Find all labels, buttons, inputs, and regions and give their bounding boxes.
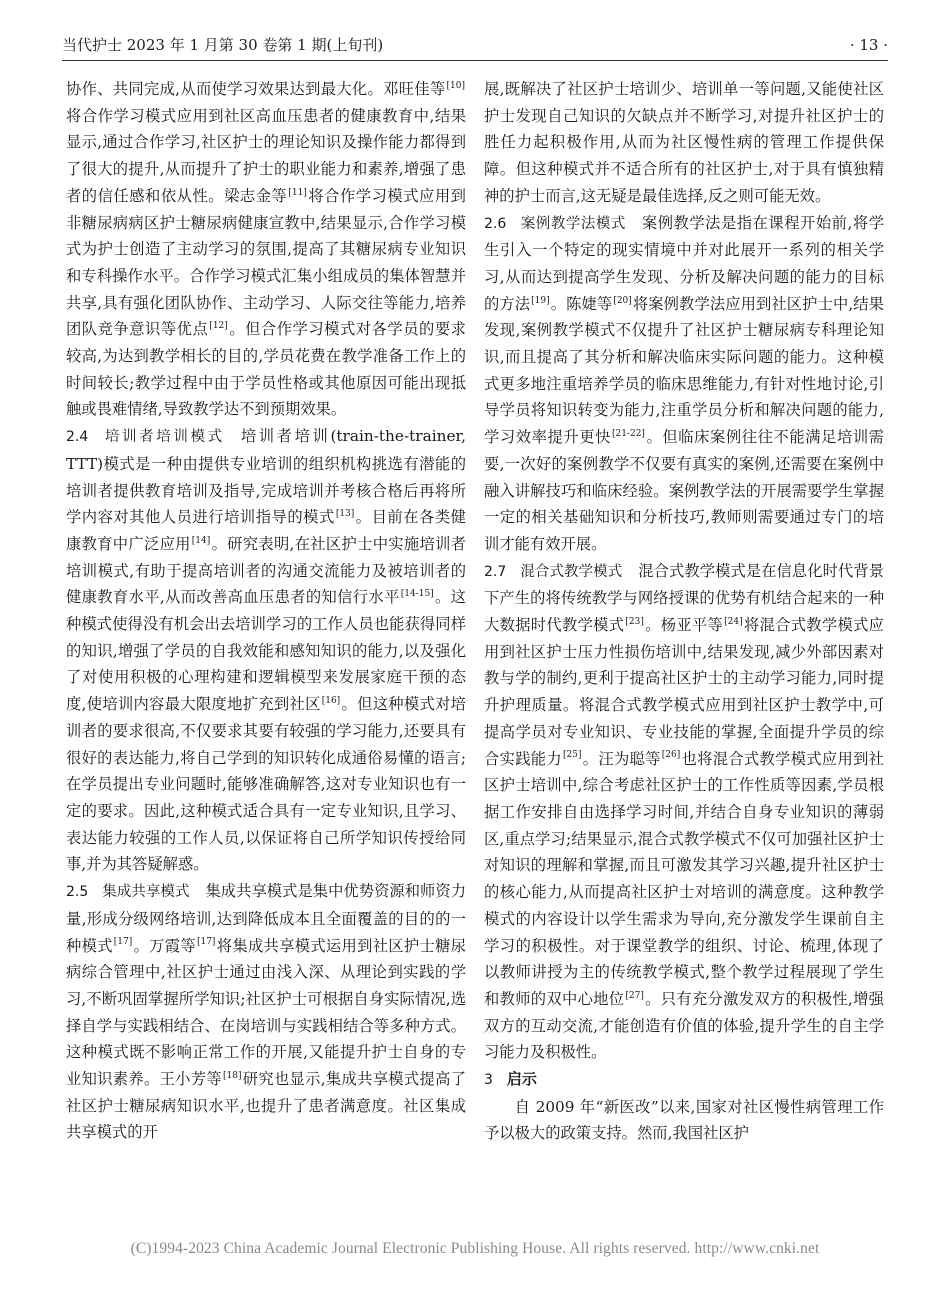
left-column [66, 76, 466, 1146]
citation[interactable]: [24] [724, 616, 743, 627]
section-title: 集成共享模式 [102, 884, 190, 901]
citation[interactable]: [25] [562, 750, 582, 761]
citation[interactable]: [17] [196, 937, 216, 948]
section-title: 混合式教学模式 [520, 563, 623, 580]
section-number: 2.6 [484, 215, 507, 232]
section-2-5: 2.5 集成共享模式 集成共享模式是集中优势资源和师资力量,形成分级网络培训,达到降低成本且全面覆盖的目的的一种模式[17]。万霞等[17]将集成共享模式运用到社区护士糖尿病综合管理中,社区护士通过由浅入深、从理论到实践的学习,不断巩固掌握所学知识;社区护士可根据自身实际情况,选择自学与实践相结合、在岗培训与实践相结合等多种方式。这种模式既不影响正常工作的开展,又能提升护士自身的专业知识素养。王小芳等[18]研究也显示,集成共享模式提高了社区护士糖尿病知识水平,也提升了患者满意度。社区集成共享模式的开 [66, 882, 466, 1142]
section-2-6: 2.6 案例教学法模式 案例教学法是指在课程开始前,将学生引入一个特定的现实情境中并对此展开一系列的相关学习,从而达到提高学生发现、分析及解决问题的能力的目标的方法[19]。陈婕等[20]将案例教学法应用到社区护士中,结果发现,案例教学模式不仅提升了社区护士糖尿病专科理论知识,而且提高了其分析和解决临床实际问题的能力。这种模式更多地注重培养学员的临床思维能力,有针对性地讨论,引导学员将知识转变为能力,注重学员分析和解决问题的能力,学习效率提升更快[21-22]。但临床案例往往不能满足培训需要,一次好的案例教学不仅要有真实的案例,还需要在案例中融入讲解技巧和临床经验。案例教学法的开展需要学生掌握一定的相关基础知识和分析技巧,教师则需要通过专门的培训才能有效开展。 [484, 213, 884, 553]
citation[interactable]: [26] [661, 750, 681, 761]
right-column [484, 76, 884, 1147]
page-number: · 13 · [849, 36, 888, 54]
journal-info: 当代护士 2023 年 1 月第 30 卷第 1 期(上旬刊) [62, 36, 384, 54]
section-title: 培训者培训模式 [102, 429, 225, 446]
citation[interactable]: [14-15] [400, 589, 434, 600]
citation[interactable]: [21-22] [611, 429, 645, 440]
paragraph-cooperative-learning: 协作、共同完成,从而使学习效果达到最大化。邓旺佳等[10]将合作学习模式应用到社区高血压患者的健康教育中,结果显示,通过合作学习,社区护士的理论知识及操作能力都得到了很大的提升,从而提升了护士的职业能力和素养,增强了患者的信任感和依从性。梁志金等[11]将合作学习模式应用到非糖尿病病区护士糖尿病健康宣教中,结果显示,合作学习模式为护士创造了主动学习的氛围,提高了其糖尿病专业知识和专科操作水平。合作学习模式汇集小组成员的集体智慧并共享,具有强化团队协作、主动学习、人际交往等能力,培养团队竞争意识等优点[12]。但合作学习模式对各学员的要求较高,为达到教学相长的目的,学员花费在教学准备工作上的时间较长;教学过程中由于学员性格或其他原因可能出现抵触或畏难情绪,导致教学达不到预期效果。 [66, 80, 466, 419]
section-number: 2.5 [66, 884, 89, 901]
paragraph-continued: 展,既解决了社区护士培训少、培训单一等问题,又能使社区护士发现自己知识的欠缺点并不断学习,对提升社区护士的胜任力起积极作用,从而为社区慢性病的管理工作提供保障。但这种模式并不适合所有的社区护士,对于具有慎独精神的护士而言,这无疑是最佳选择,反之则可能无效。 [484, 80, 884, 205]
section-title: 案例教学法模式 [520, 215, 626, 232]
section-number: 2.7 [484, 563, 507, 580]
citation[interactable]: [16] [321, 696, 341, 707]
citation[interactable]: [19] [531, 295, 550, 306]
section-2-4: 2.4 培训者培训模式 培训者培训(train-the-trainer, TTT)模式是一种由提供专业培训的组织机构挑选有潜能的培训者提供教育培训及指导,完成培训并考核合格后再将所学内容对其他人员进行培训指导的模式[13]。目前在各类健康教育中广泛应用[14]。研究表明,在社区护士中实施培训者培训模式,有助于提高培训者的沟通交流能力及被培训者的健康教育水平,从而改善高血压患者的知信行水平[14-15]。这种模式使得没有机会出去培训学习的工作人员也能获得同样的知识,增强了学员的自我效能和感知知识的能力,以及强化了对使用积极的心理构建和逻辑模型来发展家庭干预的态度,使培训内容最大限度地扩充到社区[16]。但这种模式对培训者的要求很高,不仅要求其要有较强的学习能力,还要具有很好的表达能力,将自己学到的知识转化成通俗易懂的语言;在学员提出专业问题时,能够准确解答,这对专业知识也有一定的要求。因此,这种模式适合具有一定专业知识,且学习、表达能力较强的工作人员,以保证将自己所学知识传授给同事,并为其答疑解惑。 [66, 427, 466, 874]
citation[interactable]: [20] [613, 295, 632, 306]
citation[interactable]: [14] [191, 535, 211, 546]
running-header [62, 30, 888, 61]
section-3-heading [484, 1066, 884, 1094]
section-title: 启示 [506, 1070, 537, 1089]
citation[interactable]: [11] [288, 187, 307, 198]
citation[interactable]: [10] [446, 80, 465, 91]
section-number: 3 [484, 1072, 493, 1089]
citation[interactable]: [23] [625, 616, 644, 627]
section-number: 2.4 [66, 429, 89, 446]
citation[interactable]: [27] [625, 990, 644, 1001]
citation[interactable]: [13] [335, 509, 355, 520]
citation[interactable]: [12] [209, 321, 228, 332]
citation[interactable]: [17] [113, 937, 133, 948]
section-2-7: 2.7 混合式教学模式 混合式教学模式是在信息化时代背景下产生的将传统教学与网络授课的优势有机结合起来的一种大数据时代教学模式[23]。杨亚平等[24]将混合式教学模式应用到社区护士压力性损伤培训中,结果发现,减少外部因素对教与学的制约,更利于提高社区护士的主动学习能力,同时提升护理质量。将混合式教学模式应用到社区护士教学中,可提高学员对专业知识、专业技能的掌握,全面提升学员的综合实践能力[25]。汪为聪等[26]也将混合式教学模式应用到社区护士培训中,综合考虑社区护士的工作性质等因素,学员根据工作安排自由选择学习时间,并结合自身专业知识的薄弱区,重点学习;结果显示,混合式教学模式不仅可加强社区护士对知识的理解和掌握,而且可激发其学习兴趣,提升社区护士的核心能力,从而提高社区护士对培训的满意度。这种教学模式的内容设计以学生需求为导向,充分激发学生课前自主学习的积极性。对于课堂教学的组织、讨论、梳理,体现了以教师讲授为主的传统教学模式,整个教学过程展现了学生和教师的双中心地位[27]。只有充分激发双方的积极性,增强双方的互动交流,才能创造有价值的体验,提升学生的自主学习能力及积极性。 [484, 561, 884, 1062]
copyright-footer: (C)1994-2023 China Academic Journal Electronic Publishing House. All rights reserved. http://www.cnki.net [130, 1240, 820, 1257]
citation[interactable]: [18] [222, 1070, 242, 1081]
section-3-paragraph: 自 2009 年“新医改”以来,国家对社区慢性病管理工作予以极大的政策支持。然而,我国社区护 [484, 1097, 884, 1143]
